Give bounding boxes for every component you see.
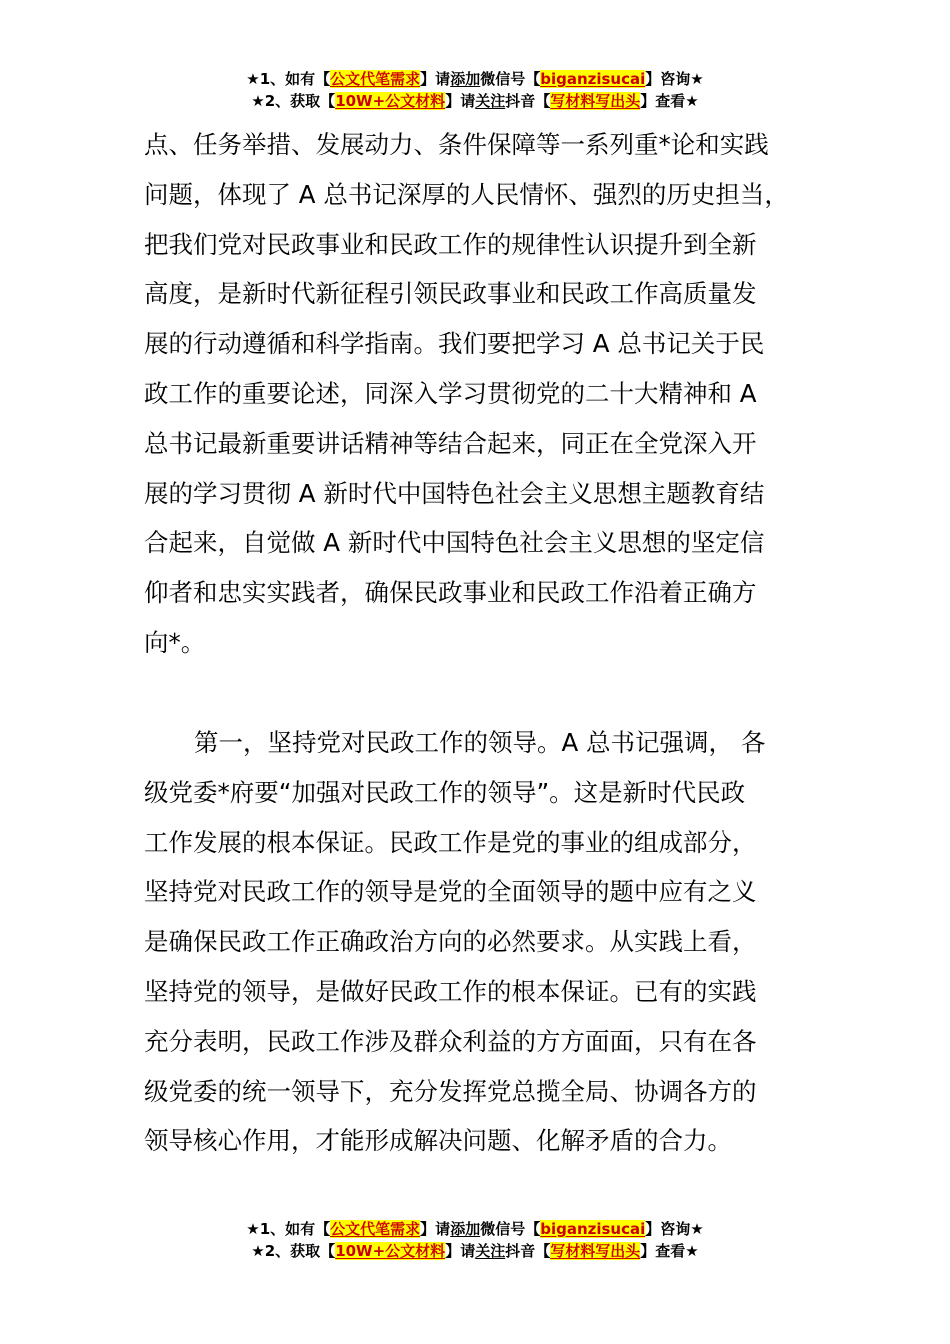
banner-text: ★2、获取【 xyxy=(251,1242,336,1260)
text-line: 充分表明，民政工作涉及群众利益的方方面面，只有在各 xyxy=(144,1026,757,1056)
banner-text: 】咨询★ xyxy=(645,70,704,88)
paragraph-2 xyxy=(144,718,816,1166)
text-line: 第一，坚持党对民政工作的领导。A 总书记强调， 各 xyxy=(194,728,766,757)
header-banner xyxy=(0,68,950,112)
banner-underline: 关注 xyxy=(475,1242,506,1260)
text-line: 级党委的统一领导下，充分发挥党总揽全局、协调各方的 xyxy=(144,1076,757,1106)
text-line: 向*。 xyxy=(144,627,206,657)
banner-underline: 添加 xyxy=(450,70,481,88)
banner-text: ★2、获取【 xyxy=(251,92,336,110)
text-line: 把我们党对民政事业和民政工作的规律性认识提升到全新 xyxy=(144,229,757,259)
banner-underline: 添加 xyxy=(450,1220,481,1238)
banner-text: 】查看★ xyxy=(640,1242,699,1260)
banner-text: 】请 xyxy=(445,92,476,110)
banner-line-1 xyxy=(0,68,950,90)
banner-line-2 xyxy=(0,90,950,112)
banner-highlight: 10W+公文材料 xyxy=(335,92,446,110)
text-line: 仰者和忠实实践者，确保民政事业和民政工作沿着正确方 xyxy=(144,578,757,608)
text-line: 领导核心作用，才能形成解决问题、化解矛盾的合力。 xyxy=(144,1126,732,1156)
text-line: 展的行动遵循和科学指南。我们要把学习 A 总书记关于民 xyxy=(144,329,765,359)
text-line: 总书记最新重要讲话精神等结合起来，同正在全党深入开 xyxy=(144,428,757,458)
banner-text: 抖音【 xyxy=(505,92,551,110)
banner-text: ★1、如有【 xyxy=(246,70,331,88)
banner-underline: 关注 xyxy=(475,92,506,110)
banner-highlight: biganzisucai xyxy=(540,70,646,88)
banner-highlight: 写材料写出头 xyxy=(550,1242,641,1260)
banner-highlight: biganzisucai xyxy=(540,1220,646,1238)
banner-text: 】咨询★ xyxy=(645,1220,704,1238)
text-line: 级党委*府要“加强对民政工作的领导”。这是新时代民政 xyxy=(144,777,746,807)
banner-text: 】请 xyxy=(445,1242,476,1260)
footer-banner xyxy=(0,1218,950,1262)
text-line: 坚持党对民政工作的领导是党的全面领导的题中应有之义 xyxy=(144,877,757,907)
text-line: 展的学习贯彻 A 新时代中国特色社会主义思想主题教育结 xyxy=(144,478,765,508)
banner-highlight: 10W+公文材料 xyxy=(335,1242,446,1260)
banner-text: 】请 xyxy=(420,70,451,88)
banner-highlight: 公文代笔需求 xyxy=(330,70,421,88)
banner-text: 微信号【 xyxy=(480,70,541,88)
banner-line-1 xyxy=(0,1218,950,1240)
text-line: 政工作的重要论述，同深入学习贯彻党的二十大精神和 A xyxy=(144,378,757,408)
text-line: 是确保民政工作正确政治方向的必然要求。从实践上看， xyxy=(144,927,757,957)
text-line: 工作发展的根本保证。民政工作是党的事业的组成部分， xyxy=(144,827,757,857)
banner-text: 】请 xyxy=(420,1220,451,1238)
text-line: 点、任务举措、发展动力、条件保障等一系列重*论和实践 xyxy=(144,130,769,159)
text-line: 问题，体现了 A 总书记深厚的人民情怀、强烈的历史担当， xyxy=(144,179,789,209)
banner-text: ★1、如有【 xyxy=(246,1220,331,1238)
banner-line-2 xyxy=(0,1240,950,1262)
text-line: 合起来，自觉做 A 新时代中国特色社会主义思想的坚定信 xyxy=(144,528,765,558)
banner-text: 微信号【 xyxy=(480,1220,541,1238)
banner-highlight: 公文代笔需求 xyxy=(330,1220,421,1238)
banner-text: 抖音【 xyxy=(505,1242,551,1260)
paragraph-1 xyxy=(144,120,816,668)
banner-text: 】查看★ xyxy=(640,92,699,110)
text-line: 坚持党的领导，是做好民政工作的根本保证。已有的实践 xyxy=(144,976,757,1006)
text-line: 高度，是新时代新征程引领民政事业和民政工作高质量发 xyxy=(144,279,757,309)
banner-highlight: 写材料写出头 xyxy=(550,92,641,110)
